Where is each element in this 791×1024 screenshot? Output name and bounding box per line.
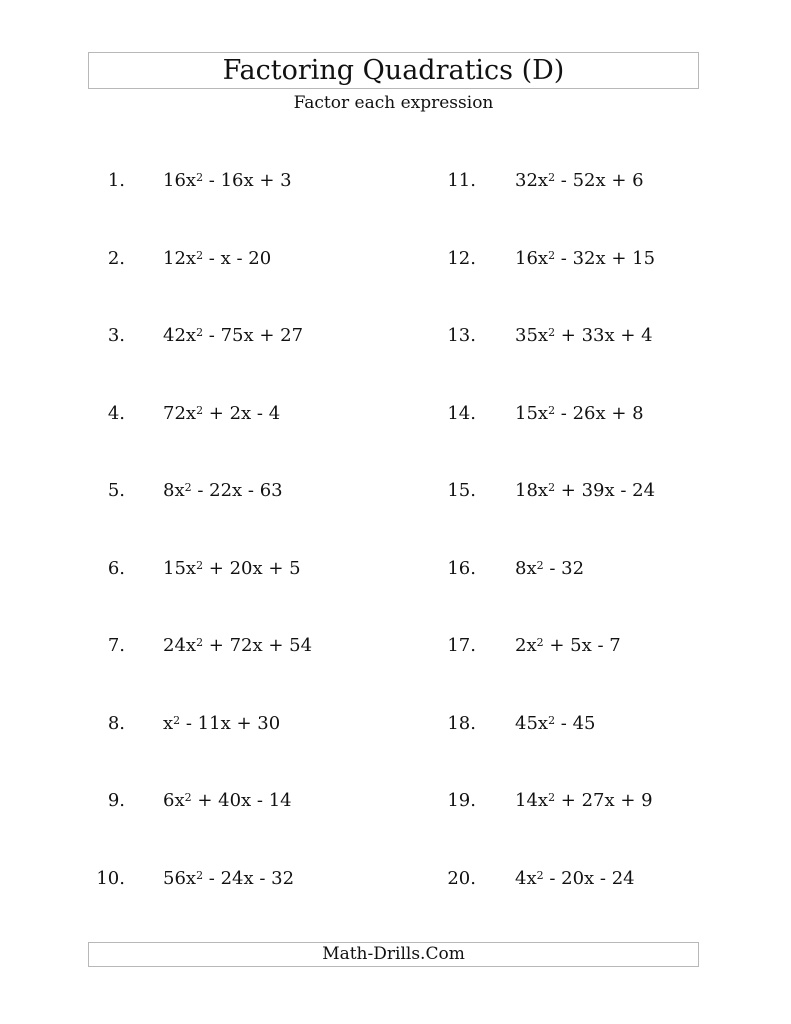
expression-remaining-terms: + 72x + 54 <box>203 635 313 656</box>
expression-leading-term: 32x <box>515 170 549 191</box>
problem-number: 12. <box>447 248 476 269</box>
problem-number: 20. <box>447 868 476 889</box>
problem-number: 13. <box>447 325 476 346</box>
problem-number: 16. <box>447 558 476 579</box>
problem-number: 2. <box>107 248 125 269</box>
problem-expression <box>515 479 655 503</box>
worksheet-instructions: Factor each expression <box>293 93 494 113</box>
expression-exponent: 2 <box>548 714 556 727</box>
expression-remaining-terms: + 2x - 4 <box>203 403 281 424</box>
expression-exponent: 2 <box>536 559 544 572</box>
expression-exponent: 2 <box>196 326 204 339</box>
expression-exponent: 2 <box>548 791 556 804</box>
expression-remaining-terms: - 20x - 24 <box>543 868 635 889</box>
footer-site-name: Math-Drills.Com <box>88 942 699 967</box>
problem-number: 6. <box>107 558 125 579</box>
expression-exponent: 2 <box>184 791 192 804</box>
expression-exponent: 2 <box>548 249 556 262</box>
expression-leading-term: 56x <box>163 868 197 889</box>
problem-number: 3. <box>107 325 125 346</box>
expression-leading-term: 4x <box>515 868 537 889</box>
problem-item <box>0 169 791 193</box>
expression-leading-term: 42x <box>163 325 197 346</box>
expression-leading-term: x <box>163 713 174 734</box>
expression-leading-term: 8x <box>163 480 185 501</box>
expression-remaining-terms: - 22x - 63 <box>191 480 283 501</box>
problem-number: 10. <box>96 868 125 889</box>
problem-number: 15. <box>447 480 476 501</box>
problem-expression <box>515 169 644 193</box>
problem-item <box>0 324 791 348</box>
expression-remaining-terms: - 11x + 30 <box>180 713 281 734</box>
expression-leading-term: 24x <box>163 635 197 656</box>
problem-item <box>0 867 791 891</box>
problem-item <box>0 557 791 581</box>
expression-leading-term: 16x <box>515 248 549 269</box>
problem-number: 11. <box>447 170 476 191</box>
expression-remaining-terms: - 45 <box>555 713 596 734</box>
problem-number: 1. <box>107 170 125 191</box>
expression-remaining-terms: + 5x - 7 <box>543 635 621 656</box>
problem-number: 17. <box>447 635 476 656</box>
problem-expression <box>515 789 653 813</box>
expression-exponent: 2 <box>196 559 204 572</box>
problem-expression <box>515 324 653 348</box>
expression-remaining-terms: - x - 20 <box>203 248 272 269</box>
problem-expression <box>515 634 621 658</box>
expression-exponent: 2 <box>184 481 192 494</box>
expression-leading-term: 35x <box>515 325 549 346</box>
expression-exponent: 2 <box>548 171 556 184</box>
problem-item <box>0 789 791 813</box>
expression-remaining-terms: + 33x + 4 <box>555 325 653 346</box>
expression-leading-term: 14x <box>515 790 549 811</box>
expression-exponent: 2 <box>548 326 556 339</box>
problem-item <box>0 479 791 503</box>
expression-remaining-terms: - 26x + 8 <box>555 403 644 424</box>
expression-remaining-terms: - 32 <box>543 558 585 579</box>
expression-exponent: 2 <box>173 714 181 727</box>
expression-exponent: 2 <box>196 636 204 649</box>
problem-item <box>0 402 791 426</box>
expression-exponent: 2 <box>196 171 204 184</box>
problem-expression <box>515 247 655 271</box>
expression-exponent: 2 <box>196 404 204 417</box>
expression-remaining-terms: - 52x + 6 <box>555 170 644 191</box>
problem-number: 4. <box>107 403 125 424</box>
expression-remaining-terms: + 40x - 14 <box>191 790 292 811</box>
expression-leading-term: 72x <box>163 403 197 424</box>
problem-expression <box>515 557 584 581</box>
expression-leading-term: 2x <box>515 635 537 656</box>
problem-item <box>0 712 791 736</box>
problem-number: 18. <box>447 713 476 734</box>
expression-remaining-terms: + 27x + 9 <box>555 790 653 811</box>
problem-number: 7. <box>107 635 125 656</box>
problem-number: 5. <box>107 480 125 501</box>
problem-number: 19. <box>447 790 476 811</box>
expression-exponent: 2 <box>548 481 556 494</box>
expression-leading-term: 15x <box>163 558 197 579</box>
expression-leading-term: 6x <box>163 790 185 811</box>
problem-number: 8. <box>107 713 125 734</box>
expression-exponent: 2 <box>548 404 556 417</box>
expression-leading-term: 12x <box>163 248 197 269</box>
expression-remaining-terms: + 20x + 5 <box>203 558 301 579</box>
expression-remaining-terms: - 24x - 32 <box>203 868 295 889</box>
problem-item <box>0 247 791 271</box>
expression-exponent: 2 <box>196 869 204 882</box>
expression-exponent: 2 <box>536 869 544 882</box>
expression-leading-term: 15x <box>515 403 549 424</box>
expression-remaining-terms: - 75x + 27 <box>203 325 304 346</box>
problem-expression <box>515 867 635 891</box>
expression-leading-term: 16x <box>163 170 197 191</box>
worksheet-title: Factoring Quadratics (D) <box>88 52 699 89</box>
expression-exponent: 2 <box>196 249 204 262</box>
problem-item <box>0 634 791 658</box>
expression-leading-term: 8x <box>515 558 537 579</box>
problem-expression <box>515 712 596 736</box>
problem-number: 14. <box>447 403 476 424</box>
expression-remaining-terms: - 32x + 15 <box>555 248 656 269</box>
expression-leading-term: 18x <box>515 480 549 501</box>
expression-remaining-terms: + 39x - 24 <box>555 480 656 501</box>
expression-remaining-terms: - 16x + 3 <box>203 170 292 191</box>
problem-number: 9. <box>107 790 125 811</box>
expression-exponent: 2 <box>536 636 544 649</box>
problem-expression <box>515 402 644 426</box>
expression-leading-term: 45x <box>515 713 549 734</box>
